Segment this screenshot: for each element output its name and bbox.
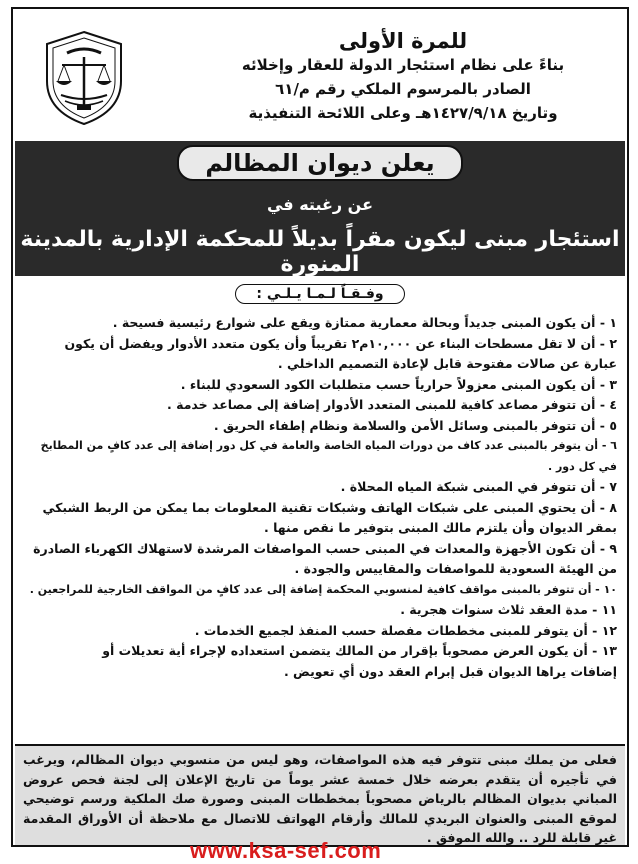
condition-item: ١٢ - أن يتوفر للمبنى مخططات مفصلة حسب المنفذ لجميع الخدمات .: [194, 622, 617, 638]
condition-item: ١٠ - أن تتوفر بالمبنى مواقف كافية لمنسوبي المحكمة إضافة إلى عدد كافٍ من المواقف الخارجية للمراجعين .: [29, 582, 617, 596]
condition-item: ٧ - أن تتوفر في المبنى شبكة المياه المحلاة .: [340, 479, 617, 494]
header-line-3: وتاريخ ١٤٢٧/٩/١٨هـ وعلى اللائحة التنفيذية: [248, 104, 558, 122]
condition-item: ١١ - مدة العقد ثلاث سنوات هجرية .: [400, 602, 617, 617]
board-of-grievances-emblem-icon: [35, 29, 133, 127]
header-first-time: للمرة الأولى: [338, 29, 468, 53]
condition-item: ٣ - أن يكون المبنى معزولاً حرارياً حسب متطلبات الكود السعودي للبناء .: [180, 376, 617, 392]
condition-item: ٥ - أن تتوفر بالمبنى وسائل الأمن والسلامة ونظام إطفاء الحريق .: [213, 417, 617, 433]
condition-item: ٤ - أن تتوفر مصاعد كافية للمبنى المتعدد الأدوار إضافة إلى مصاعد خدمة .: [167, 397, 617, 412]
header-line-2: الصادر بالمرسوم الملكي رقم م/٦١: [275, 80, 531, 98]
conditions-list: [23, 313, 617, 682]
announcement-banner: [15, 141, 625, 276]
header-text: [193, 29, 613, 125]
condition-item: ١٣ - أن يكون العرض مصحوباً بإقرار من المالك يتضمن استعداده لإجراء أية تعديلات أو: [102, 643, 617, 658]
header: [13, 9, 627, 139]
condition-item: إضافات يراها الديوان قبل إبرام العقد دون أي تعويض .: [283, 663, 617, 679]
condition-item: من الهيئة السعودية للمواصفات والمقاييس والجودة .: [294, 561, 617, 576]
header-line-1: بناءً على نظام استئجار الدولة للعقار وإخلائه: [241, 56, 565, 74]
condition-item: ١ - أن يكون المبنى جديداً وبحالة معمارية ممتازة ويقع على شوارع رئيسية فسيحة .: [112, 315, 617, 330]
announcement-title: يعلن ديوان المظالم: [177, 145, 462, 181]
condition-item: ٢ - أن لا تقل مسطحات البناء عن ١٠,٠٠٠م٢ تقريباً وأن يكون متعدد الأدوار ويفضل أن يكون: [64, 335, 617, 351]
conditions-heading: وفـقـاً لـمـا يـلـي :: [235, 284, 404, 304]
announcement-intent: عن رغبته في: [266, 195, 374, 214]
submission-instructions: فعلى من يملك مبنى تتوفر فيه هذه المواصفات، وهو ليس من منسوبي ديوان المظالم، ويرغب في تأجيره أن يتقدم بعرضه خلال خمسة عشر يوماً من تاريخ الإعلان إلى لجنة فحص عروض المباني بديوان المظالم بالرياض مصحوباً بمخططات المبنى وصورة صك الملكية ورسم توضيحي لموقع المبنى والعنوان البريدي للمالك وأرقام الهواتف للاتصال مع ملاحظة أن الأوراق المقدمة غير قابلة للرد .. والله الموفق .: [15, 744, 625, 845]
condition-item: بمقر الديوان وأن يلتزم مالك المبنى بتوفير ما نقص منها .: [264, 520, 617, 535]
ad-frame: [11, 7, 629, 847]
site-watermark: www.ksa-sef.com: [190, 838, 382, 863]
announcement-subject: استئجار مبنى ليكون مقراً بديلاً للمحكمة الإدارية بالمدينة المنورة: [20, 227, 620, 277]
condition-item: ٦ - أن يتوفر بالمبنى عدد كاف من دورات المياه الخاصة والعامة في كل دور إضافة إلى عدد كافٍ من المطابخ في كل دور .: [40, 439, 617, 473]
condition-item: ٨ - أن يحتوي المبنى على شبكات الهاتف وشبكات تقنية المعلومات بما يمكن من الربط الشبكي: [42, 499, 617, 515]
condition-item: عبارة عن صالات مفتوحة قابل لإعادة التصميم الداخلي .: [277, 356, 617, 371]
condition-item: ٩ - أن تكون الأجهزة والمعدات في المبنى حسب المواصفات المرشدة لاستهلاك الكهرباء الصادرة: [33, 540, 617, 556]
